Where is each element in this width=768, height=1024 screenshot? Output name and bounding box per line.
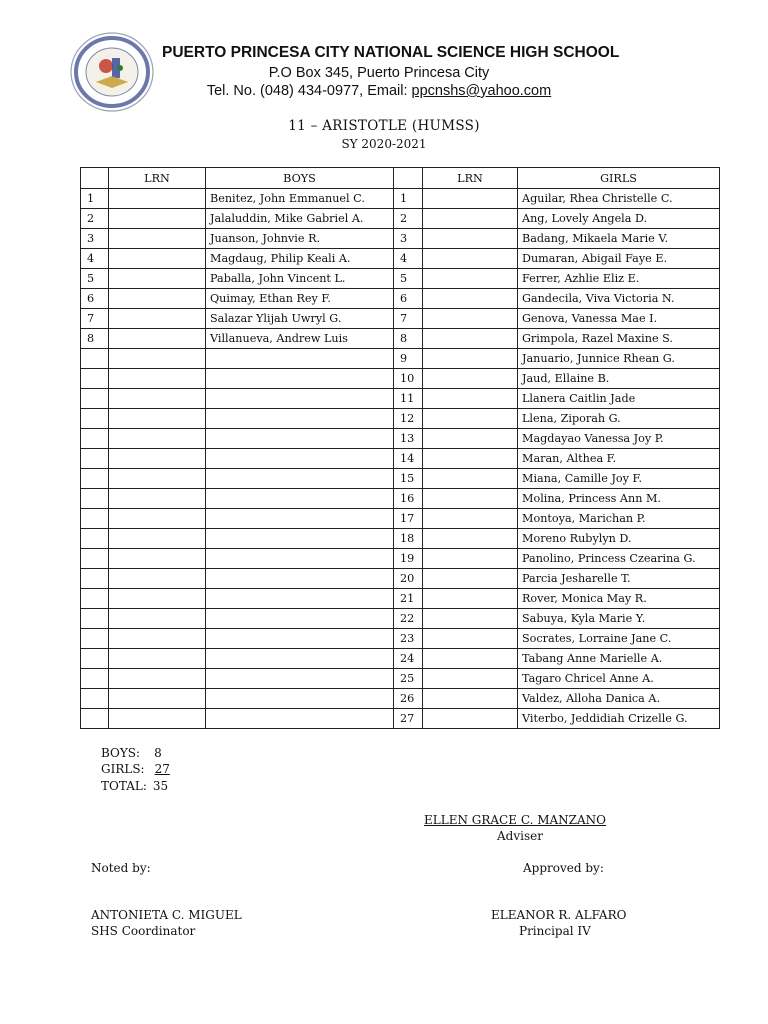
boy-lrn: [109, 469, 206, 489]
boy-name: [206, 389, 394, 409]
school-year: SY 2020-2021: [341, 137, 427, 151]
girl-number: 13: [394, 429, 423, 449]
girl-name: Llena, Ziporah G.: [518, 409, 720, 429]
boy-number: [81, 389, 109, 409]
approved-by-label: Approved by:: [523, 861, 604, 875]
girl-number: 21: [394, 589, 423, 609]
girl-lrn: [423, 589, 518, 609]
girl-name: Montoya, Marichan P.: [518, 509, 720, 529]
section-title: 11 – ARISTOTLE (HUMSS): [288, 118, 480, 134]
boy-lrn: [109, 689, 206, 709]
girl-number: 14: [394, 449, 423, 469]
girl-name: Januario, Junnice Rhean G.: [518, 349, 720, 369]
boy-lrn: [109, 629, 206, 649]
girls-count-label: GIRLS:: [101, 762, 145, 776]
boy-number: [81, 609, 109, 629]
boys-count-line: [101, 746, 162, 760]
girl-name: Viterbo, Jeddidiah Crizelle G.: [518, 709, 720, 729]
noted-by-label: Noted by:: [91, 861, 151, 875]
table-row: [81, 489, 720, 509]
boy-number: [81, 589, 109, 609]
girl-number: 9: [394, 349, 423, 369]
boy-lrn: [109, 369, 206, 389]
boy-number: [81, 689, 109, 709]
girl-number: 17: [394, 509, 423, 529]
boy-name: [206, 649, 394, 669]
table-row: [81, 309, 720, 329]
principal-title: Principal IV: [519, 924, 591, 938]
boy-name: [206, 469, 394, 489]
girl-number: 8: [394, 329, 423, 349]
boy-number: 3: [81, 229, 109, 249]
girl-number: 3: [394, 229, 423, 249]
boys-count-label: BOYS:: [101, 746, 141, 760]
girl-name: Ang, Lovely Angela D.: [518, 209, 720, 229]
table-row: [81, 229, 720, 249]
school-name: PUERTO PRINCESA CITY NATIONAL SCIENCE HIGH SCHOOL: [162, 44, 620, 61]
girls-count-line: [101, 762, 170, 776]
girl-number: 19: [394, 549, 423, 569]
boy-number: [81, 549, 109, 569]
girl-number: 15: [394, 469, 423, 489]
school-contact: [162, 83, 596, 99]
school-address: P.O Box 345, Puerto Princesa City: [268, 65, 490, 81]
table-row: [81, 389, 720, 409]
boy-lrn: [109, 529, 206, 549]
column-header-girl-number: [394, 168, 423, 189]
table-row: [81, 549, 720, 569]
table-row: [81, 329, 720, 349]
table-row: [81, 569, 720, 589]
girl-lrn: [423, 349, 518, 369]
girl-lrn: [423, 669, 518, 689]
girl-name: Miana, Camille Joy F.: [518, 469, 720, 489]
girl-name: Parcia Jesharelle T.: [518, 569, 720, 589]
girl-name: Panolino, Princess Czearina G.: [518, 549, 720, 569]
column-header-boy-number: [81, 168, 109, 189]
boy-number: [81, 529, 109, 549]
table-header-row: [81, 168, 720, 189]
boy-lrn: [109, 389, 206, 409]
school-seal-logo: [70, 32, 154, 112]
table-row: [81, 209, 720, 229]
boy-name: Villanueva, Andrew Luis: [206, 329, 394, 349]
boy-lrn: [109, 309, 206, 329]
table-row: [81, 529, 720, 549]
table-row: [81, 629, 720, 649]
girl-name: Tagaro Chricel Anne A.: [518, 669, 720, 689]
girl-lrn: [423, 329, 518, 349]
table-row: [81, 709, 720, 729]
table-row: [81, 349, 720, 369]
girl-lrn: [423, 609, 518, 629]
principal-name: ELEANOR R. ALFARO: [491, 908, 627, 922]
girl-lrn: [423, 449, 518, 469]
girl-name: Jaud, Ellaine B.: [518, 369, 720, 389]
girl-number: 26: [394, 689, 423, 709]
boy-lrn: [109, 409, 206, 429]
boy-lrn: [109, 649, 206, 669]
boy-name: [206, 349, 394, 369]
girl-number: 20: [394, 569, 423, 589]
total-count-label: TOTAL:: [101, 779, 147, 793]
boy-number: [81, 489, 109, 509]
adviser-name: ELLEN GRACE C. MANZANO: [424, 813, 606, 827]
table-row: [81, 509, 720, 529]
girl-name: Genova, Vanessa Mae I.: [518, 309, 720, 329]
boy-number: 1: [81, 189, 109, 209]
girl-lrn: [423, 389, 518, 409]
girl-name: Valdez, Alloha Danica A.: [518, 689, 720, 709]
boy-number: 6: [81, 289, 109, 309]
boy-lrn: [109, 189, 206, 209]
adviser-title: Adviser: [497, 829, 543, 843]
boy-name: Jalaluddin, Mike Gabriel A.: [206, 209, 394, 229]
boy-number: 5: [81, 269, 109, 289]
total-count-value: 35: [152, 779, 169, 793]
girl-name: Sabuya, Kyla Marie Y.: [518, 609, 720, 629]
boy-name: [206, 449, 394, 469]
girl-name: Grimpola, Razel Maxine S.: [518, 329, 720, 349]
table-row: [81, 249, 720, 269]
boy-lrn: [109, 589, 206, 609]
girl-lrn: [423, 409, 518, 429]
table-row: [81, 589, 720, 609]
girl-name: Maran, Althea F.: [518, 449, 720, 469]
boy-name: [206, 529, 394, 549]
table-row: [81, 469, 720, 489]
girl-lrn: [423, 209, 518, 229]
boy-lrn: [109, 229, 206, 249]
boy-number: 4: [81, 249, 109, 269]
girl-lrn: [423, 269, 518, 289]
girl-name: Badang, Mikaela Marie V.: [518, 229, 720, 249]
coordinator-name: ANTONIETA C. MIGUEL: [91, 908, 242, 922]
boy-lrn: [109, 209, 206, 229]
boy-name: [206, 429, 394, 449]
boy-lrn: [109, 509, 206, 529]
boy-number: 2: [81, 209, 109, 229]
girl-number: 11: [394, 389, 423, 409]
girl-number: 18: [394, 529, 423, 549]
girl-lrn: [423, 309, 518, 329]
girl-lrn: [423, 569, 518, 589]
girl-name: Tabang Anne Marielle A.: [518, 649, 720, 669]
girl-lrn: [423, 529, 518, 549]
email-link[interactable]: ppcnshs@yahoo.com: [411, 83, 552, 99]
boy-lrn: [109, 269, 206, 289]
girl-name: Rover, Monica May R.: [518, 589, 720, 609]
girl-name: Moreno Rubylyn D.: [518, 529, 720, 549]
girl-name: Socrates, Lorraine Jane C.: [518, 629, 720, 649]
girl-number: 5: [394, 269, 423, 289]
boy-name: Salazar Ylijah Uwryl G.: [206, 309, 394, 329]
girl-number: 23: [394, 629, 423, 649]
boy-lrn: [109, 329, 206, 349]
table-row: [81, 609, 720, 629]
boy-lrn: [109, 449, 206, 469]
table-row: [81, 689, 720, 709]
girl-number: 25: [394, 669, 423, 689]
boy-number: [81, 649, 109, 669]
boy-lrn: [109, 669, 206, 689]
girl-name: Ferrer, Azhlie Eliz E.: [518, 269, 720, 289]
boy-lrn: [109, 289, 206, 309]
girl-name: Dumaran, Abigail Faye E.: [518, 249, 720, 269]
girl-number: 6: [394, 289, 423, 309]
boy-name: Magdaug, Philip Keali A.: [206, 249, 394, 269]
total-count-line: [101, 779, 168, 793]
contact-text: Tel. No. (048) 434-0977, Email:: [206, 83, 412, 99]
girl-lrn: [423, 249, 518, 269]
girl-name: Aguilar, Rhea Christelle C.: [518, 189, 720, 209]
girl-lrn: [423, 469, 518, 489]
boy-name: [206, 609, 394, 629]
table-row: [81, 409, 720, 429]
girl-number: 1: [394, 189, 423, 209]
girl-lrn: [423, 629, 518, 649]
boy-lrn: [109, 569, 206, 589]
boy-number: 7: [81, 309, 109, 329]
boy-number: [81, 629, 109, 649]
boy-name: [206, 569, 394, 589]
column-header-boy-lrn: LRN: [109, 168, 206, 189]
girl-number: 10: [394, 369, 423, 389]
boy-name: Paballa, John Vincent L.: [206, 269, 394, 289]
boy-name: [206, 549, 394, 569]
boy-name: Benitez, John Emmanuel C.: [206, 189, 394, 209]
girl-number: 22: [394, 609, 423, 629]
coordinator-title: SHS Coordinator: [91, 924, 196, 938]
girl-name: Llanera Caitlin Jade: [518, 389, 720, 409]
girl-lrn: [423, 369, 518, 389]
table-row: [81, 369, 720, 389]
girl-number: 24: [394, 649, 423, 669]
girl-name: Magdayao Vanessa Joy P.: [518, 429, 720, 449]
boy-name: Juanson, Johnvie R.: [206, 229, 394, 249]
boy-lrn: [109, 249, 206, 269]
girl-lrn: [423, 649, 518, 669]
column-header-boys: BOYS: [206, 168, 394, 189]
boy-number: [81, 429, 109, 449]
boy-name: [206, 589, 394, 609]
girl-number: 12: [394, 409, 423, 429]
girl-number: 7: [394, 309, 423, 329]
column-header-girl-lrn: LRN: [423, 168, 518, 189]
boy-number: [81, 449, 109, 469]
girl-lrn: [423, 549, 518, 569]
boy-name: [206, 409, 394, 429]
girl-lrn: [423, 229, 518, 249]
boy-number: [81, 669, 109, 689]
boy-name: [206, 629, 394, 649]
girls-count-value: 27: [154, 762, 170, 776]
boy-number: [81, 409, 109, 429]
girl-name: Gandecila, Viva Victoria N.: [518, 289, 720, 309]
boy-name: [206, 669, 394, 689]
boy-number: [81, 349, 109, 369]
girl-number: 16: [394, 489, 423, 509]
table-row: [81, 289, 720, 309]
boy-lrn: [109, 349, 206, 369]
table-row: [81, 189, 720, 209]
boy-number: [81, 469, 109, 489]
girl-lrn: [423, 489, 518, 509]
girl-lrn: [423, 709, 518, 729]
boy-number: [81, 569, 109, 589]
girl-lrn: [423, 509, 518, 529]
girl-name: Molina, Princess Ann M.: [518, 489, 720, 509]
class-roster-table: [80, 167, 720, 729]
table-row: [81, 669, 720, 689]
table-row: [81, 269, 720, 289]
boy-lrn: [109, 709, 206, 729]
boy-name: [206, 509, 394, 529]
girl-lrn: [423, 689, 518, 709]
boy-lrn: [109, 429, 206, 449]
boy-name: Quimay, Ethan Rey F.: [206, 289, 394, 309]
boy-name: [206, 689, 394, 709]
table-row: [81, 449, 720, 469]
boy-name: [206, 709, 394, 729]
boy-number: [81, 709, 109, 729]
boy-lrn: [109, 609, 206, 629]
table-row: [81, 429, 720, 449]
boy-name: [206, 369, 394, 389]
boys-count-value: 8: [154, 746, 162, 760]
girl-number: 2: [394, 209, 423, 229]
boy-lrn: [109, 489, 206, 509]
girl-lrn: [423, 289, 518, 309]
column-header-girls: GIRLS: [518, 168, 720, 189]
boy-number: 8: [81, 329, 109, 349]
boy-lrn: [109, 549, 206, 569]
girl-number: 27: [394, 709, 423, 729]
boy-number: [81, 369, 109, 389]
girl-lrn: [423, 429, 518, 449]
girl-number: 4: [394, 249, 423, 269]
boy-name: [206, 489, 394, 509]
girl-lrn: [423, 189, 518, 209]
boy-number: [81, 509, 109, 529]
table-row: [81, 649, 720, 669]
